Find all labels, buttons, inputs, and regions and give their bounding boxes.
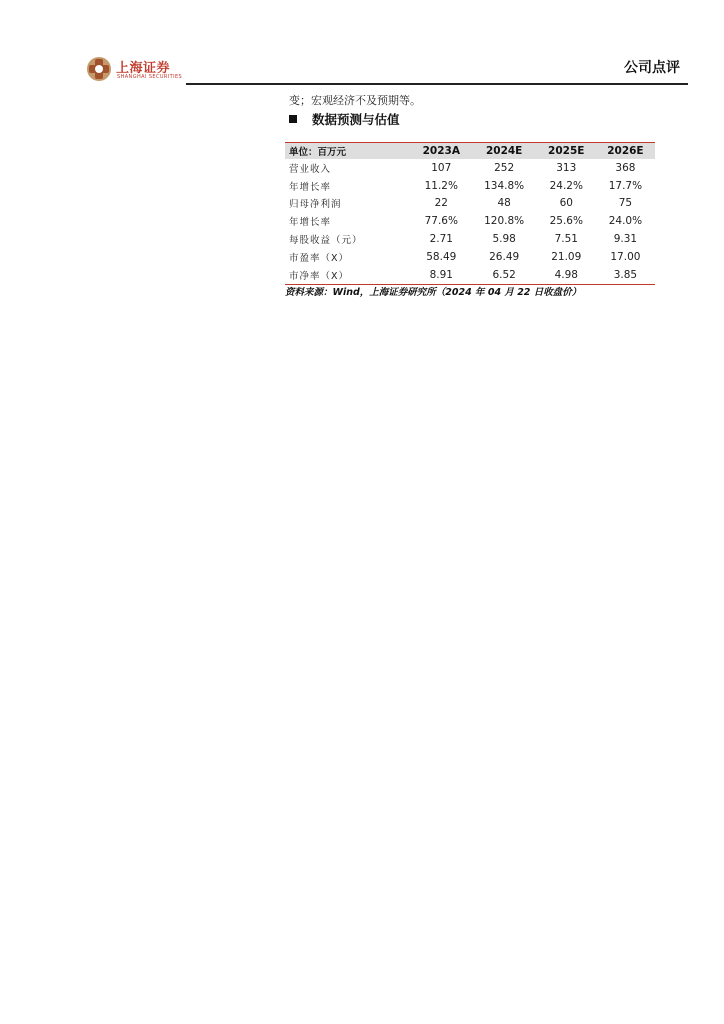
table-cell: 75 [618, 197, 633, 210]
forecast-table [285, 142, 655, 285]
row-label: 年增长率 [289, 217, 332, 229]
row-label: 年增长率 [289, 181, 332, 193]
table-cell: 5.98 [492, 233, 516, 246]
brand-name: 上海证券 [116, 61, 171, 76]
row-label: 市净率（X） [285, 266, 411, 284]
table-cell: 60 [559, 197, 573, 210]
table-row [285, 195, 655, 213]
table-cell: 3.85 [596, 266, 655, 284]
table-cell: 26.49 [489, 250, 520, 263]
table-cell: 7.51 [554, 233, 578, 246]
brand-logo-icon [86, 56, 112, 82]
table-cell: 17.00 [610, 250, 641, 263]
table-row [285, 248, 655, 266]
intro-text: 变；宏观经济不及预期等。 [289, 94, 421, 107]
table-cell: 24.0% [608, 215, 643, 228]
table-cell: 25.6% [549, 215, 583, 228]
table-cell: 2.71 [429, 233, 453, 246]
table-row [285, 177, 655, 195]
table-cell: 58.49 [426, 250, 457, 263]
table-cell: 252 [494, 161, 515, 174]
table-cell: 313 [556, 161, 577, 174]
table-cell: 8.91 [411, 266, 472, 284]
header-divider [186, 83, 688, 85]
table-header-row [285, 143, 655, 160]
source-note: 资料来源：Wind，上海证券研究所（2024 年 04 月 22 日收盘价） [285, 287, 582, 298]
table-cell: 17.7% [608, 179, 643, 192]
unit-label: 单位：百万元 [285, 143, 411, 160]
column-header: 2023A [411, 143, 472, 160]
table-cell: 48 [497, 197, 511, 210]
section-title-text: 数据预测与估值 [312, 112, 400, 127]
column-header: 2026E [596, 143, 655, 160]
row-label: 归母净利润 [289, 199, 342, 211]
table-cell: 107 [431, 161, 452, 174]
table-row [285, 159, 655, 177]
column-header: 2025E [537, 143, 596, 160]
table-cell: 24.2% [549, 179, 583, 192]
table-cell: 22 [434, 197, 448, 210]
section-title [289, 110, 400, 128]
table-cell: 6.52 [472, 266, 537, 284]
row-label: 营业收入 [289, 163, 332, 175]
table-row [285, 230, 655, 248]
table-cell: 120.8% [484, 215, 525, 228]
row-label: 每股收益（元） [289, 235, 363, 247]
table-cell: 368 [615, 161, 636, 174]
table-cell: 134.8% [484, 179, 525, 192]
table-row [285, 266, 655, 284]
brand-subtitle: SHANGHAI SECURITIES [117, 74, 183, 80]
table-cell: 4.98 [537, 266, 596, 284]
table-cell: 77.6% [424, 215, 458, 228]
square-bullet-icon [289, 115, 297, 123]
table-row [285, 212, 655, 230]
brand-logo [86, 54, 186, 84]
table-cell: 21.09 [551, 250, 582, 263]
report-category: 公司点评 [624, 60, 680, 76]
table-cell: 9.31 [613, 233, 638, 246]
column-header: 2024E [472, 143, 537, 160]
table-cell: 11.2% [424, 179, 458, 192]
row-label: 市盈率（X） [289, 252, 350, 264]
